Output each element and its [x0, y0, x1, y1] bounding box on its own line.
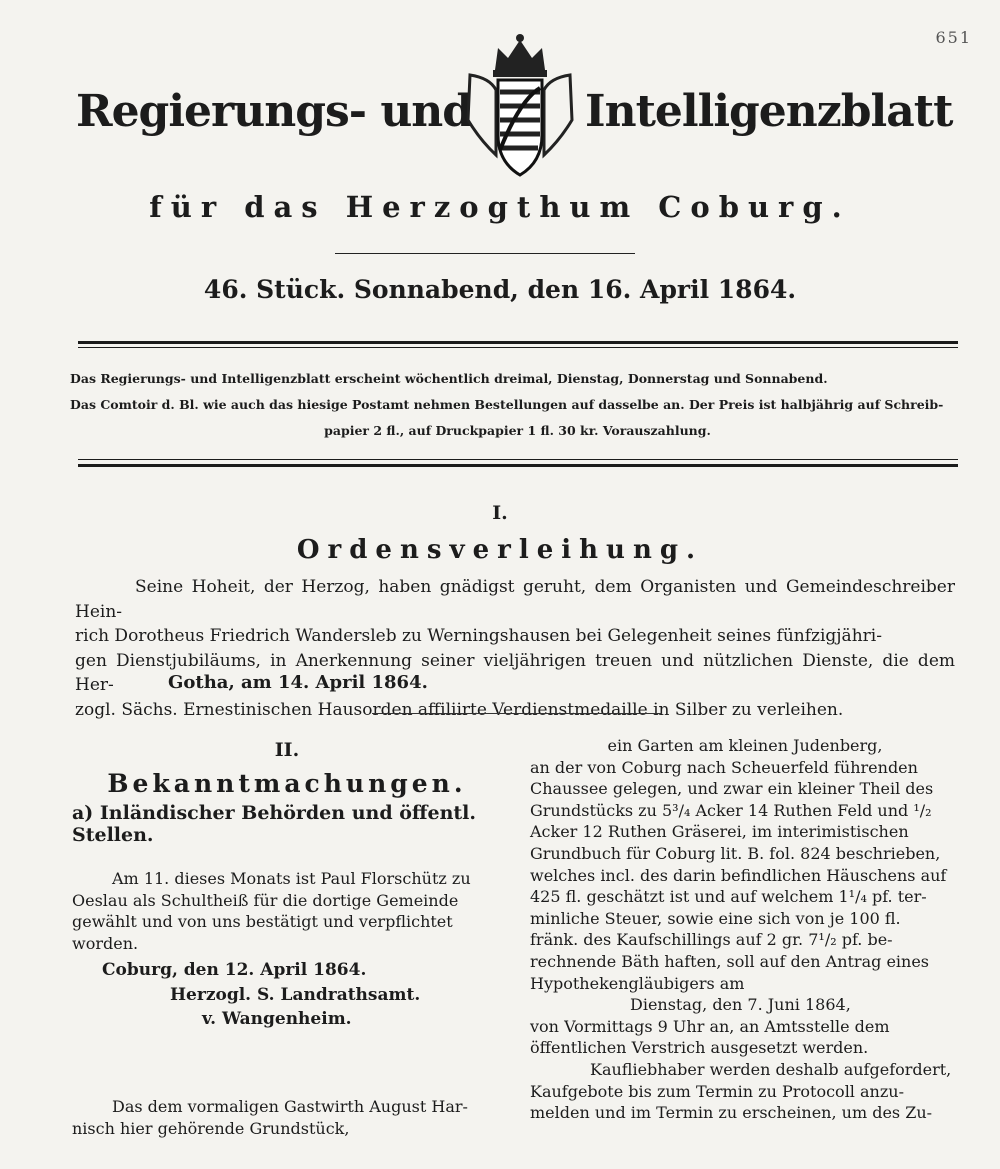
announcement-signature	[72, 958, 502, 1032]
section-2-subheading: a) Inländischer Behörden und öffentl. Stellen.	[72, 802, 477, 846]
text-line: Das dem vormaligen Gastwirth August Har-	[112, 1096, 468, 1116]
info-line-1: Das Regierungs- und Intelligenzblatt erscheint wöchentlich dreimal, Dienstag, Donnerstag und Sonnabend.	[70, 371, 828, 386]
text-line: von Vormittags 9 Uhr an, an Amtsstelle dem	[530, 1016, 890, 1036]
masthead-title-right: Intelligenzblatt	[585, 86, 953, 137]
divider	[372, 713, 662, 714]
sale-paragraph-start	[72, 1096, 502, 1140]
text-line: zogl. Sächs. Ernestinischen Hausorden affiliirte Verdienstmedaille in Silber zu verleihen.	[75, 699, 844, 720]
section-1-signature: Gotha, am 14. April 1864.	[168, 672, 428, 693]
coat-of-arms-icon	[460, 30, 580, 180]
signature-place: Coburg, den 12. April 1864.	[102, 960, 367, 980]
masthead	[70, 30, 960, 180]
section-2-number: II.	[274, 739, 300, 761]
info-line-2: Das Comtoir d. Bl. wie auch das hiesige Postamt nehmen Bestellungen auf dasselbe an. Der Preis ist halbjährig auf Schreib-	[70, 397, 944, 412]
page-number: 651	[935, 28, 972, 47]
info-line-3: papier 2 fl., auf Druckpapier 1 fl. 30 kr. Vorauszahlung.	[324, 423, 711, 438]
text-line: 425 fl. geschätzt ist und auf welchem 1¹/₄ pf. ter-	[530, 887, 927, 907]
text-line: Chaussee gelegen, und zwar ein kleiner Theil des	[530, 779, 934, 799]
publication-info	[70, 366, 965, 444]
divider-thin	[78, 347, 958, 348]
text-line: minliche Steuer, sowie eine sich von je 100 fl.	[530, 908, 901, 928]
section-1-heading: Ordensverleihung.	[296, 535, 704, 565]
text-line: fränk. des Kaufschillings auf 2 gr. 7¹/₂ pf. be-	[530, 930, 893, 950]
section-1-paragraph	[75, 575, 955, 722]
divider-thin	[78, 459, 958, 460]
subtitle: für das Herzogthum Coburg.	[149, 190, 851, 224]
signature-name: v. Wangenheim.	[202, 1009, 352, 1029]
text-line: Grundbuch für Coburg lit. B. fol. 824 beschrieben,	[530, 843, 941, 863]
divider	[335, 253, 635, 254]
text-line: gen Dienstjubiläums, in Anerkennung seiner vieljährigen treuen und nützlichen Dienste, die dem Her-	[75, 650, 955, 695]
sale-paragraph-continued	[530, 735, 960, 1124]
text-line: gewählt und von uns bestätigt und verpflichtet	[72, 912, 453, 931]
divider-thick	[78, 341, 958, 344]
text-line: Grundstücks zu 5³/₄ Acker 14 Ruthen Feld und ¹/₂	[530, 800, 932, 820]
section-1-number: I.	[492, 502, 508, 524]
text-line: welches incl. des darin befindlichen Häuschens auf	[530, 865, 947, 885]
signature-office: Herzogl. S. Landrathsamt.	[170, 984, 421, 1005]
announcement-paragraph	[72, 868, 502, 954]
text-line: nisch hier gehörende Grundstück,	[72, 1118, 350, 1138]
text-line: ein Garten am kleinen Judenberg,	[607, 736, 883, 755]
text-line: Seine Hoheit, der Herzog, haben gnädigst geruht, dem Organisten und Gemeindeschreiber Hein-	[75, 577, 955, 622]
text-line: rechnende Bäth haften, soll auf den Antrag eines	[530, 951, 930, 971]
text-line: Kaufgebote bis zum Termin zu Protocoll anzu-	[530, 1081, 904, 1101]
text-line: Acker 12 Ruthen Gräserei, im interimistischen	[530, 822, 909, 842]
text-line: öffentlichen Verstrich ausgesetzt werden.	[530, 1038, 869, 1058]
masthead-title-left: Regierungs- und	[76, 86, 473, 137]
right-column	[530, 735, 960, 1124]
text-line: an der von Coburg nach Scheuerfeld führenden	[530, 757, 918, 777]
text-line: Hypothekengläubigers am	[530, 973, 745, 993]
section-2-heading: Bekanntmachungen.	[107, 769, 467, 798]
text-line: Kaufliebhaber werden deshalb aufgefordert,	[590, 1059, 952, 1079]
text-line: Oeslau als Schultheiß für die dortige Gemeinde	[72, 890, 459, 910]
text-line: melden und im Termin zu erscheinen, um des Zu-	[530, 1103, 933, 1123]
issue-line: 46. Stück. Sonnabend, den 16. April 1864.	[203, 275, 797, 304]
text-line: Dienstag, den 7. Juni 1864,	[630, 995, 851, 1015]
text-line: Am 11. dieses Monats ist Paul Florschütz zu	[112, 869, 471, 888]
left-column	[72, 735, 502, 1140]
text-line: worden.	[72, 933, 139, 953]
divider-thick	[78, 464, 958, 467]
text-line: rich Dorotheus Friedrich Wandersleb zu Werningshausen bei Gelegenheit seines fünfzigjähri-	[75, 626, 882, 646]
